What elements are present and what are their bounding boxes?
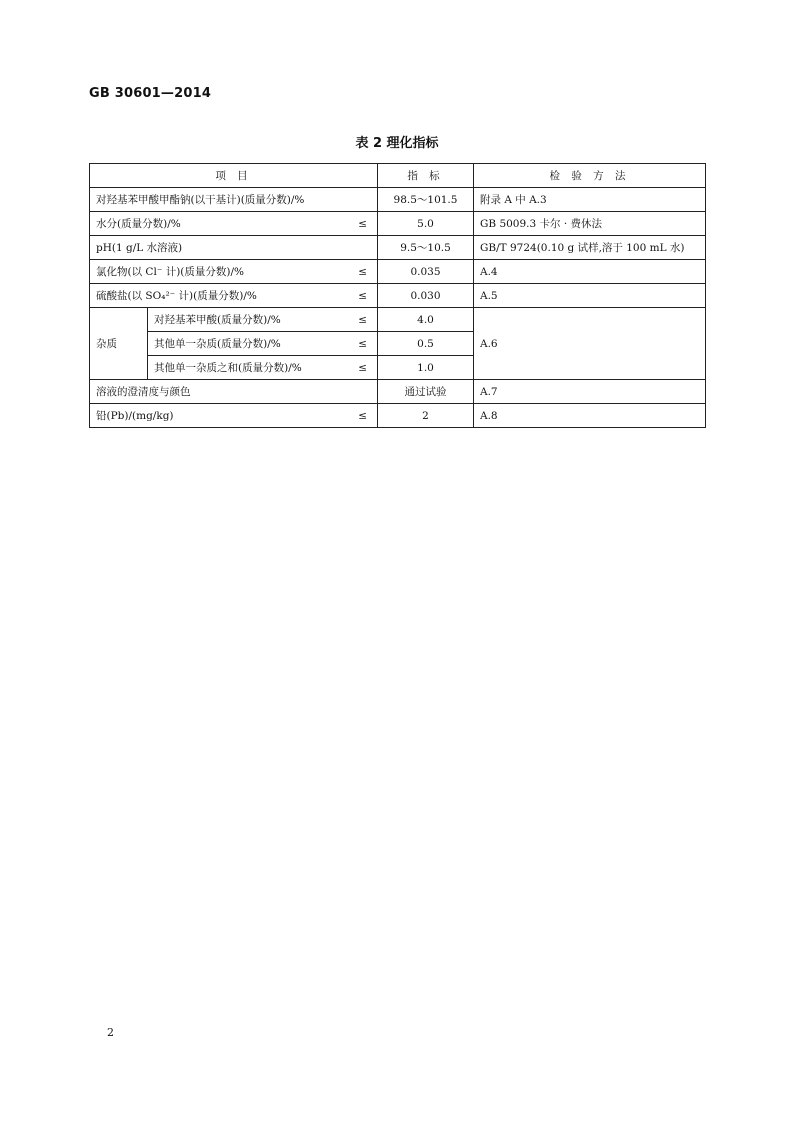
column-header-item: 项 目 [90, 164, 378, 188]
standard-code: GB 30601—2014 [89, 86, 212, 101]
value-cell: 98.5～101.5 [378, 188, 474, 212]
le-symbol: ≤ [358, 265, 367, 278]
column-header-value: 指 标 [378, 164, 474, 188]
table-row [90, 284, 706, 308]
item-cell [90, 212, 378, 236]
item-label: 铅(Pb)/(mg/kg) [96, 410, 174, 422]
item-label: 对羟基苯甲酸(质量分数)/% [154, 314, 281, 326]
table-row [90, 380, 706, 404]
le-symbol: ≤ [358, 217, 367, 230]
item-label: 氯化物(以 Cl⁻ 计)(质量分数)/% [96, 266, 245, 278]
method-cell: 附录 A 中 A.3 [474, 188, 706, 212]
value-cell: 2 [378, 404, 474, 428]
method-cell: GB/T 9724(0.10 g 试样,溶于 100 mL 水) [474, 236, 706, 260]
item-cell [90, 380, 378, 404]
value-cell: 通过试验 [378, 380, 474, 404]
table-row [90, 188, 706, 212]
item-label: 水分(质量分数)/% [96, 218, 181, 230]
table-row [90, 236, 706, 260]
item-label: 其他单一杂质之和(质量分数)/% [154, 362, 302, 374]
item-cell [90, 284, 378, 308]
table-row [90, 260, 706, 284]
table-caption: 表 2 理化指标 [355, 136, 439, 151]
value-cell: 0.030 [378, 284, 474, 308]
item-cell [148, 308, 378, 332]
le-symbol: ≤ [358, 289, 367, 302]
item-label: 溶液的澄清度与颜色 [96, 386, 191, 398]
table-header-row [90, 164, 706, 188]
value-cell: 5.0 [378, 212, 474, 236]
method-cell: A.8 [474, 404, 706, 428]
method-cell: A.6 [474, 308, 706, 380]
table-row [90, 308, 706, 332]
method-cell: GB 5009.3 卡尔 · 费休法 [474, 212, 706, 236]
item-label: pH(1 g/L 水溶液) [96, 242, 183, 254]
item-cell [90, 188, 378, 212]
item-cell [90, 260, 378, 284]
item-cell [148, 332, 378, 356]
value-cell: 1.0 [378, 356, 474, 380]
le-symbol: ≤ [358, 361, 367, 374]
item-label: 对羟基苯甲酸甲酯钠(以干基计)(质量分数)/% [96, 194, 305, 206]
value-cell: 0.035 [378, 260, 474, 284]
le-symbol: ≤ [358, 313, 367, 326]
table-row [90, 212, 706, 236]
page-number: 2 [107, 1026, 114, 1039]
item-cell [148, 356, 378, 380]
value-cell: 0.5 [378, 332, 474, 356]
method-cell: A.7 [474, 380, 706, 404]
method-cell: A.5 [474, 284, 706, 308]
item-label: 硫酸盐(以 SO₄²⁻ 计)(质量分数)/% [96, 290, 257, 302]
item-label: 其他单一杂质(质量分数)/% [154, 338, 281, 350]
value-cell: 4.0 [378, 308, 474, 332]
column-header-method: 检 验 方 法 [474, 164, 706, 188]
le-symbol: ≤ [358, 337, 367, 350]
value-cell: 9.5～10.5 [378, 236, 474, 260]
physicochemical-spec-table [89, 163, 706, 428]
impurity-group-label: 杂质 [90, 308, 148, 380]
method-cell: A.4 [474, 260, 706, 284]
table-row [90, 404, 706, 428]
item-cell [90, 236, 378, 260]
item-cell [90, 404, 378, 428]
le-symbol: ≤ [358, 409, 367, 422]
